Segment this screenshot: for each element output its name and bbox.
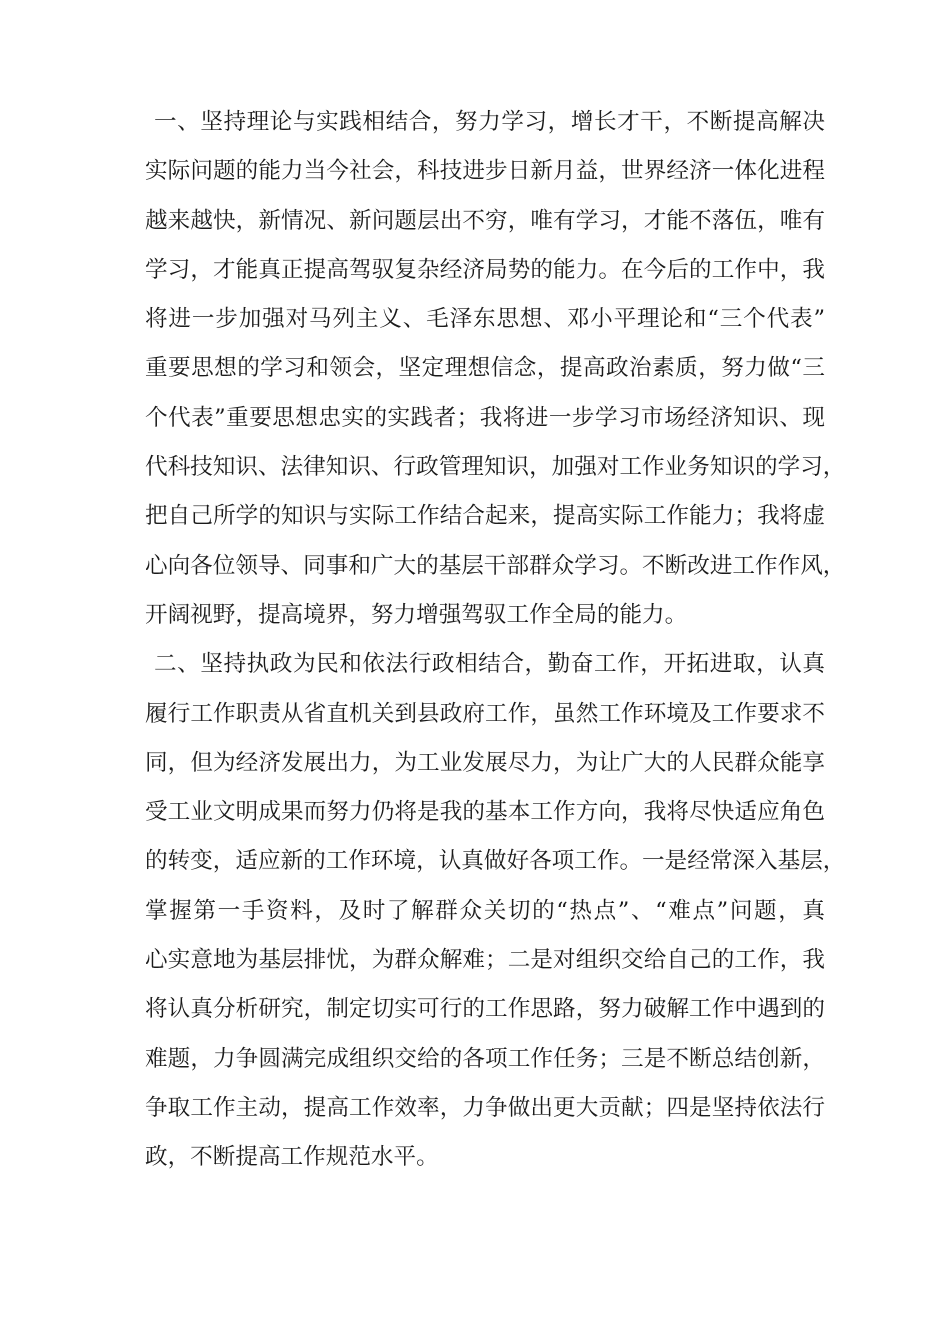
text-line: 履行工作职责从省直机关到县政府工作，虽然工作环境及工作要求不 <box>145 700 825 727</box>
text-line: 的转变，适应新的工作环境，认真做好各项工作。一是经常深入基层， <box>145 848 846 875</box>
text-line: 心实意地为基层排忧，为群众解难；二是对组织交给自己的工作，我 <box>145 947 825 974</box>
text-line: 心向各位领导、同事和广大的基层干部群众学习。不断改进工作作风， <box>145 552 846 579</box>
text-line: 将认真分析研究，制定切实可行的工作思路，努力破解工作中遇到的 <box>145 996 825 1023</box>
paragraph-1 <box>145 98 846 640</box>
text-line: 争取工作主动，提高工作效率，力争做出更大贡献；四是坚持依法行 <box>145 1094 825 1121</box>
document-body <box>145 98 846 1183</box>
text-line: 个代表”重要思想忠实的实践者；我将进一步学习市场经济知识、现 <box>145 404 825 431</box>
text-line: 重要思想的学习和领会，坚定理想信念，提高政治素质，努力做“三 <box>145 355 825 382</box>
text-line: 难题，力争圆满完成组织交给的各项工作任务；三是不断总结创新， <box>145 1045 825 1072</box>
text-line: 开阔视野，提高境界，努力增强驾驭工作全局的能力。 <box>145 601 688 628</box>
text-line: 把自己所学的知识与实际工作结合起来，提高实际工作能力；我将虚 <box>145 503 825 530</box>
text-line: 受工业文明成果而努力仍将是我的基本工作方向，我将尽快适应角色 <box>145 799 825 826</box>
text-line: 政，不断提高工作规范水平。 <box>145 1144 439 1171</box>
text-line: 同，但为经济发展出力，为工业发展尽力，为让广大的人民群众能享 <box>145 749 825 776</box>
text-line: 二、坚持执政为民和依法行政相结合，勤奋工作，开拓进取，认真 <box>154 651 825 678</box>
text-line: 掌握第一手资料，及时了解群众关切的“热点”、“难点”问题，真 <box>145 897 825 924</box>
text-line: 一、坚持理论与实践相结合，努力学习，增长才干，不断提高解决 <box>154 109 825 135</box>
paragraph-2 <box>145 640 846 1182</box>
text-line: 实际问题的能力当今社会，科技进步日新月益，世界经济一体化进程 <box>145 158 825 185</box>
text-line: 学习，才能真正提高驾驭复杂经济局势的能力。在今后的工作中，我 <box>145 256 825 283</box>
text-line: 代科技知识、法律知识、行政管理知识，加强对工作业务知识的学习， <box>145 454 846 481</box>
text-line: 将进一步加强对马列主义、毛泽东思想、邓小平理论和“三个代表” <box>145 306 825 333</box>
text-line: 越来越快，新情况、新问题层出不穷，唯有学习，才能不落伍，唯有 <box>145 207 825 234</box>
